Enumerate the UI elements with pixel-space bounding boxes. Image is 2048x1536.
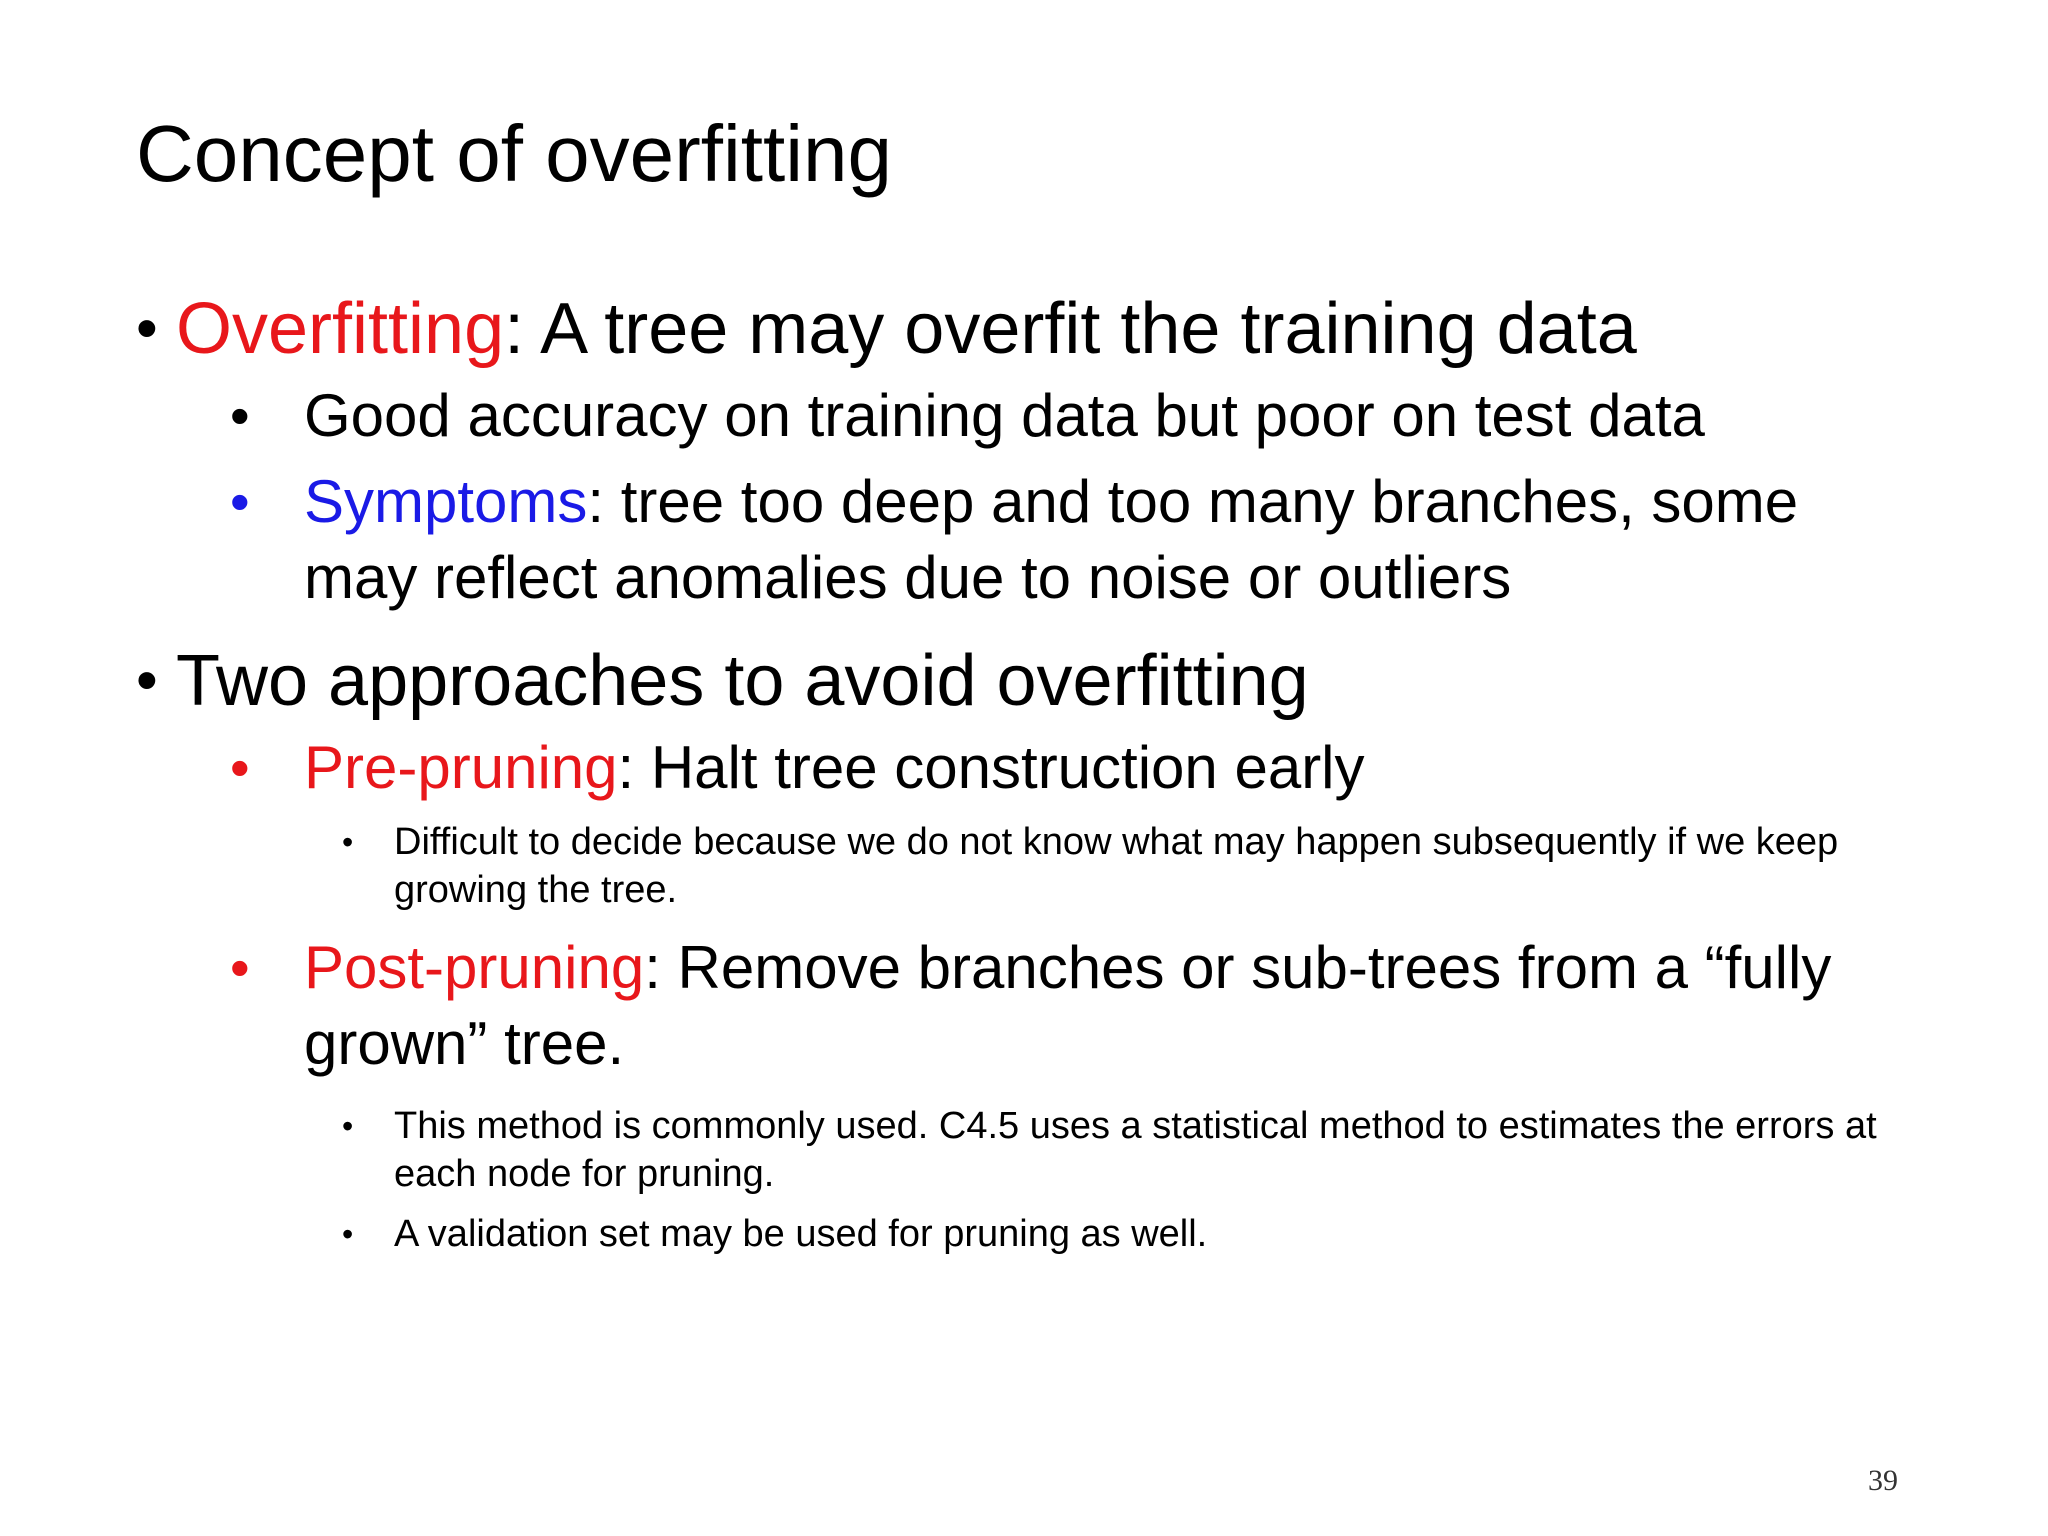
sub-sub-bullet-difficult xyxy=(342,818,1954,914)
bullet-dot-icon: • xyxy=(230,736,250,799)
sub-bullet-pre-pruning xyxy=(230,730,1956,806)
sub-bullet-text: : Remove branches or sub-trees from a “fully grown” tree. xyxy=(304,934,1832,1077)
sub-bullet-symptoms xyxy=(230,464,1924,616)
sub-sub-bullet-commonly-used xyxy=(342,1102,1954,1198)
bullet-dot-icon: • xyxy=(136,294,158,363)
sub-sub-bullet-validation-set xyxy=(342,1210,1954,1258)
bullet-text: Two approaches to avoid overfitting xyxy=(176,641,1309,721)
term-symptoms: Symptoms xyxy=(304,468,588,535)
sub-sub-bullet-text: This method is commonly used. C4.5 uses a statistical method to estimates the errors at each node for pruning. xyxy=(394,1105,1877,1195)
bullet-text: : A tree may overfit the training data xyxy=(504,289,1637,369)
bullet-dot-icon: • xyxy=(230,384,250,447)
sub-bullet-good-accuracy xyxy=(230,378,1956,454)
sub-bullet-post-pruning xyxy=(230,930,1924,1082)
slide-content xyxy=(136,286,1956,1258)
bullet-dot-icon: • xyxy=(342,1216,354,1252)
bullet-dot-icon: • xyxy=(230,936,250,999)
bullet-dot-icon: • xyxy=(342,824,354,860)
sub-sub-bullet-text: A validation set may be used for pruning as well. xyxy=(394,1213,1208,1255)
sub-bullet-text: : tree too deep and too many branches, some may reflect anomalies due to noise or outliers xyxy=(304,468,1799,611)
slide-title: Concept of overfitting xyxy=(136,109,892,198)
bullet-overfitting xyxy=(136,286,1956,372)
term-overfitting: Overfitting xyxy=(176,289,505,369)
page-number: 39 xyxy=(1868,1464,1898,1497)
bullet-dot-icon: • xyxy=(230,470,250,533)
sub-bullet-text: : Halt tree construction early xyxy=(617,734,1365,801)
bullet-two-approaches xyxy=(136,638,1956,724)
sub-bullet-text: Good accuracy on training data but poor on test data xyxy=(304,382,1705,449)
sub-sub-bullet-text: Difficult to decide because we do not know what may happen subsequently if we keep growing the tree. xyxy=(394,821,1839,911)
term-pre-pruning: Pre-pruning xyxy=(304,734,618,801)
bullet-dot-icon: • xyxy=(342,1108,354,1144)
term-post-pruning: Post-pruning xyxy=(304,934,645,1001)
bullet-dot-icon: • xyxy=(136,646,158,715)
